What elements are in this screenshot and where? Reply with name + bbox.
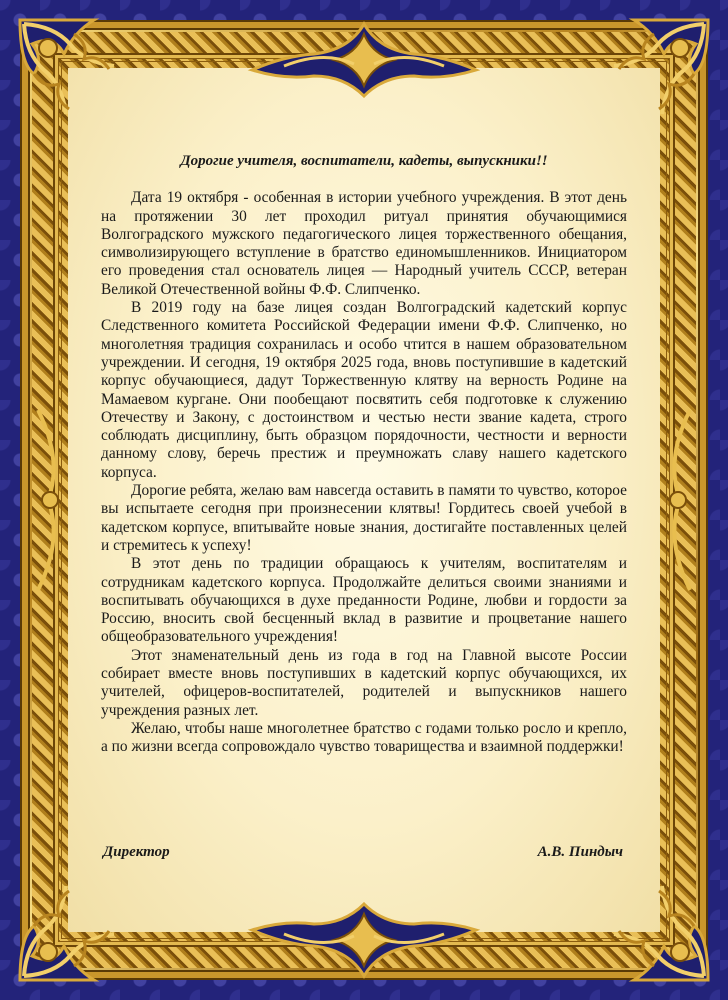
letter-paragraph: Дорогие ребята, желаю вам навсегда оставить в памяти то чувство, которое вы испытаете сегодня при произнесении клятвы! Гордитесь своей учебой в кадетском корпусе, впитывайте новые знания, достигайте поставленных целей и стремитесь к успеху!: [101, 482, 627, 554]
side-ornament-left: [8, 400, 78, 600]
letter-paragraph: Этот знаменательный день из года в год на Главной высоте России собирает вместе вновь поступивших в кадетский корпус обучающихся, их учителей, офицеров-воспитателей, родителей и выпускников нашего учреждения разных лет.: [101, 646, 627, 719]
corner-ornament-top-right: [594, 14, 714, 134]
corner-ornament-bottom-right: [594, 866, 714, 986]
corner-ornament-bottom-left: [14, 866, 134, 986]
letter-paragraph: Дата 19 октября - особенная в истории учебного учреждения. В этот день на протяжении 30 лет проходил ритуал принятия обучающимися Волгоградского мужского педагогического лицея торжественного обещания, символизирующего вступление в братство единомышленников. Инициатором его проведения стал основатель лицея — Народный учитель СССР, ветеран Великой Отечественной войны Ф.Ф. Слипченко.: [101, 189, 627, 298]
letter-paragraph: В 2019 году на базе лицея создан Волгоградский кадетский корпус Следственного комитета Российской Федерации имени Ф.Ф. Слипченко, но многолетняя традиция сохранилась и особо чтится в нашем образовательном учреждении. И сегодня, 19 октября 2025 года, вновь поступившие в кадетский корпус обучающиеся, дадут Торжественную клятву на верность Родине на Мамаевом кургане. Они пообещают посвятить себя подготовке к служению Отечеству и Закону, с достоинством и честью нести звание кадета, строго соблюдать дисциплину, быть образцом порядочности, честности и верности данному слову, беречь престиж и преумножать славу нашего кадетского корпуса.: [101, 299, 627, 481]
letter-heading: Дорогие учителя, воспитатели, кадеты, выпускники!!: [180, 153, 548, 169]
side-ornament-right: [650, 400, 720, 600]
crest-ornament-top: [244, 20, 484, 100]
letter-paragraph: Желаю, чтобы наше многолетнее братство с годами только росло и крепло, а по жизни всегда сопровождало чувство товарищества и взаимной поддержки!: [101, 719, 627, 756]
letter-body: [101, 152, 627, 757]
signature-block: [103, 844, 623, 861]
corner-ornament-top-left: [14, 14, 134, 134]
letter-paragraph: В этот день по традиции обращаюсь к учителям, воспитателям и сотрудникам кадетского корпуса. Продолжайте делиться своими знаниями и воспитывать обучающихся в духе преданности Родине, любви и гордости за Россию, вносить свой бесценный вклад в развитие и процветание нашего общеобразовательного учреждения!: [101, 555, 627, 646]
crest-ornament-bottom: [244, 900, 484, 980]
signature-title: Директор: [103, 844, 170, 860]
signature-name: А.В. Пиндыч: [537, 844, 623, 860]
